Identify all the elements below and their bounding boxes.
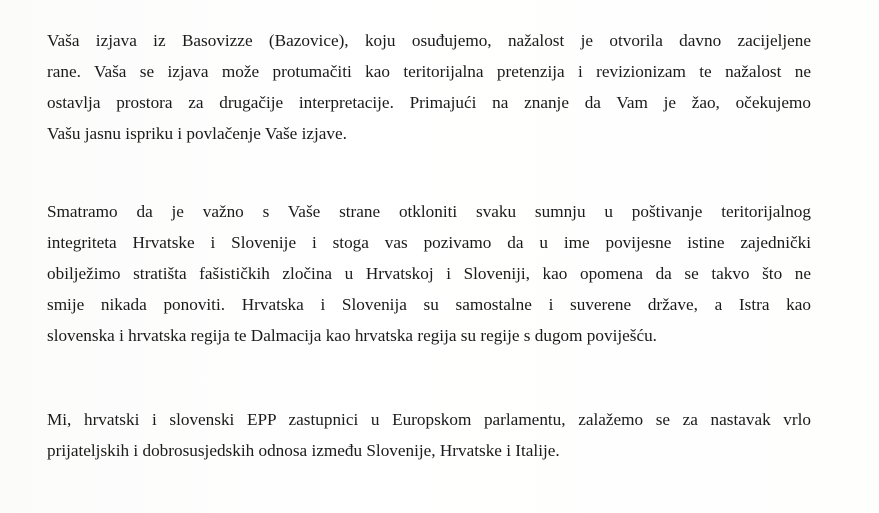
paragraph-line: Vašu jasnu ispriku i povlačenje Vaše izjave. [47,124,347,143]
paragraph-line: slovenska i hrvatska regija te Dalmacija kao hrvatska regija su regije s dugom poviješću. [47,326,657,345]
paragraph-line: Smatramo da je važno s Vaše strane otkloniti svaku sumnju u poštivanje teritorijalnog [47,202,811,221]
paragraph-line: obilježimo stratišta fašističkih zločina u Hrvatskoj i Sloveniji, kao opomena da se takvo što ne [47,264,811,283]
paragraph-line: Mi, hrvatski i slovenski EPP zastupnici u Europskom parlamentu, zalažemo se za nastavak vrlo [47,410,811,429]
paragraph-line: prijateljskih i dobrosusjedskih odnosa između Slovenije, Hrvatske i Italije. [47,441,560,460]
paragraph-line: smije nikada ponoviti. Hrvatska i Slovenija su samostalne i suverene države, a Istra kao [47,295,811,314]
paragraph-line: Vaša izjava iz Basovizze (Bazovice), koju osuđujemo, nažalost je otvorila davno zacijeljene [47,31,811,50]
paragraph-line: rane. Vaša se izjava može protumačiti kao teritorijalna pretenzija i revizionizam te nažalost ne [47,62,811,81]
paragraph-line: ostavlja prostora za drugačije interpretacije. Primajući na znanje da Vam je žao, očekujemo [47,93,811,112]
paragraph-line: integriteta Hrvatske i Slovenije i stoga vas pozivamo da u ime povijesne istine zajednički [47,233,811,252]
